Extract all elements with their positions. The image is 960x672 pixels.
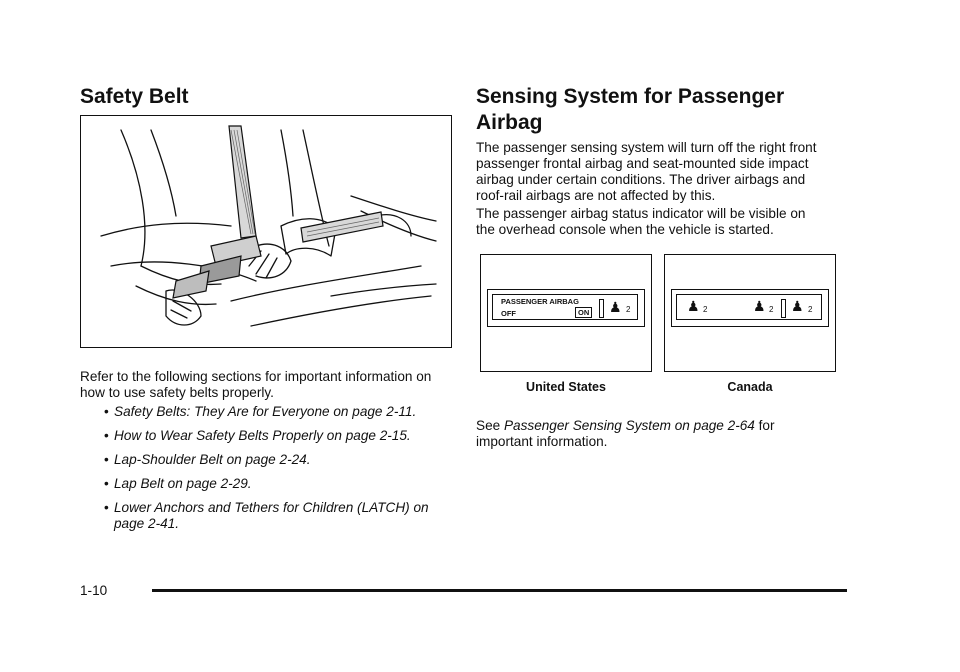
reference-link[interactable]: • Lower Anchors and Tethers for Children (LATCH) on page 2-41.	[80, 500, 452, 532]
belt-buckling-drawing	[81, 116, 450, 346]
reference-link[interactable]: • How to Wear Safety Belts Properly on page 2-15.	[80, 428, 452, 444]
airbag-on-icon: ♟	[753, 298, 766, 314]
seated-passenger-icon: ♟	[609, 299, 622, 315]
divider-icon	[599, 299, 604, 318]
sensing-paragraph-2: The passenger airbag status indicator will be visible on the overhead console when the vehicle is started.	[476, 206, 806, 237]
airbag-off-icon: ♟	[687, 298, 700, 314]
sensing-paragraph-1: The passenger sensing system will turn off the right front passenger frontal airbag and seat-mounted side impact airbag under certain conditions. The driver airbags and roof-rail airbags are not affected by this.	[476, 140, 817, 203]
see-reference	[476, 418, 826, 450]
us-indicator-display	[487, 289, 645, 327]
canada-indicator-inner	[676, 294, 822, 320]
canada-indicator-figure	[664, 254, 836, 372]
airbag-on-number: 2	[769, 305, 774, 314]
seated-passenger-icon: ♟	[791, 298, 804, 314]
left-column	[80, 84, 452, 531]
airbag-off-number: 2	[703, 305, 708, 314]
canada-indicator-display	[671, 289, 829, 327]
seat-number-label: 2	[626, 305, 631, 314]
us-indicator-figure	[480, 254, 652, 372]
footer-rule	[152, 589, 847, 592]
reference-link[interactable]: • Lap-Shoulder Belt on page 2-24.	[80, 452, 452, 468]
section-title-safety-belt: Safety Belt	[80, 85, 189, 108]
airbag-off-label: OFF	[501, 309, 516, 318]
caption-canada: Canada	[727, 380, 773, 394]
passenger-sensing-link[interactable]: Passenger Sensing System on page 2-64	[503, 418, 755, 433]
reference-intro: Refer to the following sections for important information on how to use safety belts properly.	[80, 369, 432, 400]
reference-list	[80, 404, 452, 540]
safety-belt-illustration	[80, 115, 452, 348]
caption-united-states: United States	[526, 380, 606, 394]
section-title-sensing-system: Sensing System for Passenger Airbag	[476, 85, 785, 134]
divider-icon	[781, 299, 786, 318]
passenger-airbag-label: PASSENGER AIRBAG	[501, 297, 579, 306]
reference-link[interactable]: • Safety Belts: They Are for Everyone on page 2-11.	[80, 404, 452, 420]
us-indicator-inner	[492, 294, 638, 320]
page-number: 1-10	[80, 583, 108, 598]
reference-link[interactable]: • Lap Belt on page 2-29.	[80, 476, 452, 492]
airbag-on-label: ON	[575, 307, 592, 318]
seat-number-label: 2	[808, 305, 813, 314]
see-suffix: for important information.	[476, 418, 775, 449]
see-prefix: See	[476, 418, 501, 433]
